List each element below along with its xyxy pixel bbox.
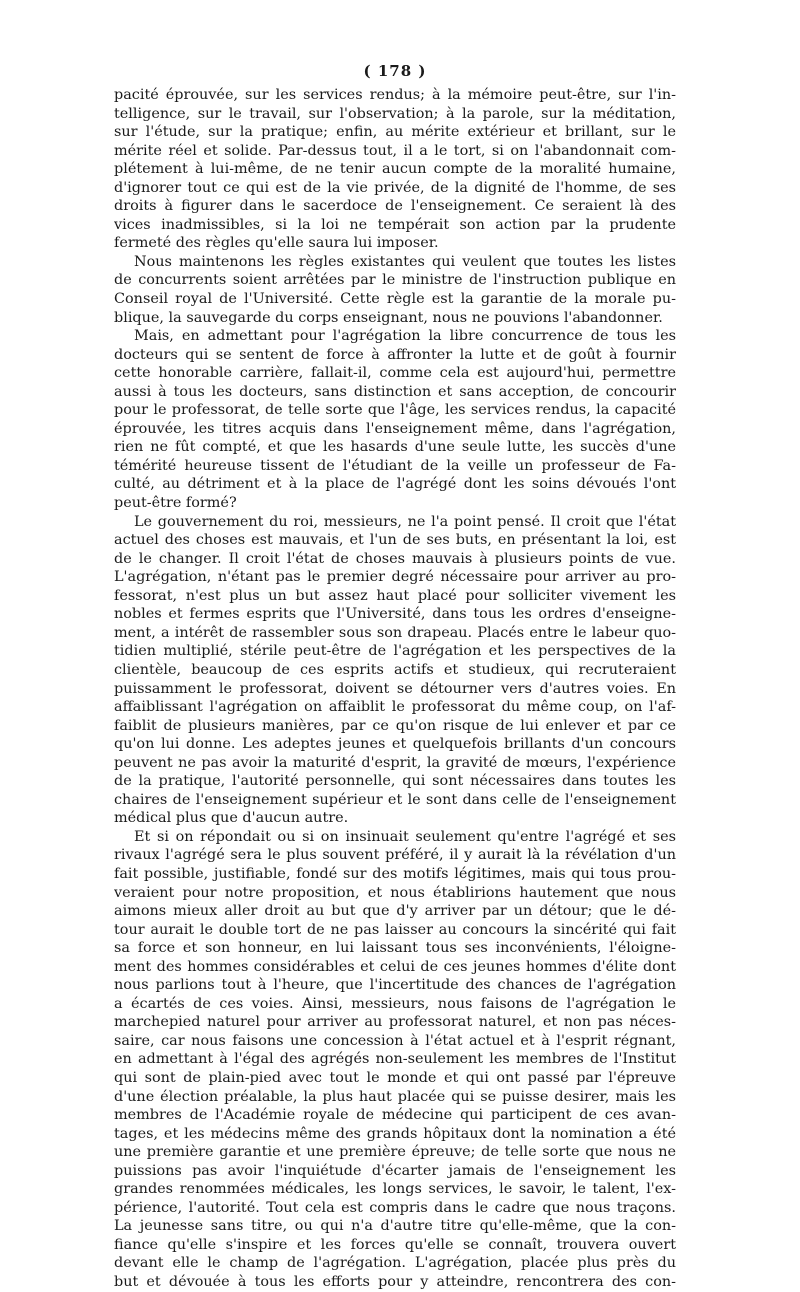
text-line: mérite réel et solide. Par-dessus tout, il a le tort, si on l'abandonnait com- xyxy=(114,142,676,159)
text-line: La jeunesse sans titre, ou qui n'a d'autre titre qu'elle-même, que la con- xyxy=(114,1218,676,1235)
text-line: périence, l'autorité. Tout cela est compris dans le cadre que nous traçons. xyxy=(114,1199,676,1216)
text-line: éprouvée, les titres acquis dans l'enseignement même, dans l'agrégation, xyxy=(114,420,676,437)
text-line: d'une élection préalable, la plus haut placée qui se puisse desirer, mais les xyxy=(114,1088,676,1105)
text-line: pacité éprouvée, sur les services rendus; à la mémoire peut-être, sur l'in- xyxy=(114,87,676,103)
text-line: sur l'étude, sur la pratique; enfin, au mérite extérieur et brillant, sur le xyxy=(114,124,676,141)
text-line: devant elle le champ de l'agrégation. L'agrégation, placée plus près du xyxy=(114,1255,676,1272)
text-line: de le changer. Il croit l'état de choses mauvais à plusieurs points de vue. xyxy=(114,550,676,567)
text-line: puissamment le professorat, doivent se détourner vers d'autres voies. En xyxy=(114,680,676,697)
text-line: affaiblissant l'agrégation on affaiblit le professorat du même coup, on l'af- xyxy=(114,699,676,716)
text-line: clientèle, beaucoup de ces esprits actifs et studieux, qui recruteraient xyxy=(114,661,676,678)
text-line: saire, car nous faisons une concession à l'état actuel et à l'esprit régnant, xyxy=(114,1032,676,1049)
text-line: témérité heureuse tissent de l'étudiant de la veille un professeur de Fa- xyxy=(114,457,676,474)
text-line: Et si on répondait ou si on insinuait seulement qu'entre l'agrégé et ses xyxy=(134,828,676,845)
text-line: membres de l'Académie royale de médecine qui participent de ces avan- xyxy=(114,1107,676,1124)
text-line: puissions pas avoir l'inquiétude d'écarter jamais de l'enseignement les xyxy=(114,1162,676,1179)
text-line: veraient pour notre proposition, et nous établirions hautement que nous xyxy=(114,884,676,901)
text-line: en admettant à l'égal des agrégés non-seulement les membres de l'Institut xyxy=(114,1051,676,1068)
body-text xyxy=(114,86,676,1292)
text-line: marchepied naturel pour arriver au professorat naturel, et non pas néces- xyxy=(114,1014,676,1031)
text-line: nobles et fermes esprits que l'Université, dans tous les ordres d'enseigne- xyxy=(114,606,676,623)
text-line: docteurs qui se sentent de force à affronter la lutte et de goût à fournir xyxy=(114,346,676,363)
text-line: tour aurait le double tort de ne pas laisser au concours la sincérité qui fait xyxy=(114,921,676,938)
text-line: d'ignorer tout ce qui est de la vie privée, de la dignité de l'homme, de ses xyxy=(114,179,676,196)
text-line: Nous maintenons les règles existantes qui veulent que toutes les listes xyxy=(134,253,676,270)
text-line: grandes renommées médicales, les longs services, le savoir, le talent, l'ex- xyxy=(114,1181,676,1198)
page-number: ( 178 ) xyxy=(363,62,427,80)
text-line: vices inadmissibles, si la loi ne tempérait son action par la prudente xyxy=(114,216,676,233)
text-line: une première garantie et une première épreuve; de telle sorte que nous ne xyxy=(114,1144,676,1161)
text-line: pour le professorat, de telle sorte que l'âge, les services rendus, la capacité xyxy=(114,402,676,419)
text-line: Conseil royal de l'Université. Cette règle est la garantie de la morale pu- xyxy=(114,291,676,308)
text-line: aussi à tous les docteurs, sans distinction et sans acception, de concourir xyxy=(114,383,676,400)
document-page xyxy=(114,58,676,1292)
text-line: fermeté des règles qu'elle saura lui imposer. xyxy=(114,235,439,252)
text-line: aimons mieux aller droit au but que d'y arriver par un détour; que le dé- xyxy=(114,903,676,920)
text-line: tidien multiplié, stérile peut-être de l'agrégation et les perspectives de la xyxy=(114,643,676,660)
text-line: sa force et son honneur, en lui laissant tous ses inconvénients, l'éloigne- xyxy=(114,940,676,957)
text-line: telligence, sur le travail, sur l'observation; à la parole, sur la méditation, xyxy=(114,105,676,122)
text-line: actuel des choses est mauvais, et l'un de ses buts, en présentant la loi, est xyxy=(114,532,676,549)
text-line: but et dévouée à tous les efforts pour y atteindre, rencontrera des con- xyxy=(114,1274,676,1290)
text-line: Le gouvernement du roi, messieurs, ne l'a point pensé. Il croit que l'état xyxy=(134,513,676,530)
text-line: fiance qu'elle s'inspire et les forces qu'elle se connaît, trouvera ouvert xyxy=(114,1236,676,1253)
text-line: fessorat, n'est plus un but assez haut placé pour solliciter vivement les xyxy=(114,587,676,604)
text-line: droits à figurer dans le sacerdoce de l'enseignement. Ce seraient là des xyxy=(114,198,676,215)
text-line: peuvent ne pas avoir la maturité d'esprit, la gravité de mœurs, l'expérience xyxy=(114,754,676,771)
text-line: de concurrents soient arrêtées par le ministre de l'instruction publique en xyxy=(114,272,676,289)
text-line: qui sont de plain-pied avec tout le monde et qui ont passé par l'épreuve xyxy=(114,1069,676,1086)
text-line: tages, et les médecins même des grands hôpitaux dont la nomination a été xyxy=(114,1125,676,1142)
text-line: rivaux l'agrégé sera le plus souvent préféré, il y aurait là la révélation d'un xyxy=(114,847,676,864)
text-line: rien ne fût compté, et que les hasards d'une seule lutte, les succès d'une xyxy=(114,439,676,456)
text-line: plétement à lui-même, de ne tenir aucun compte de la moralité humaine, xyxy=(114,161,676,178)
text-line: qu'on lui donne. Les adeptes jeunes et quelquefois brillants d'un concours xyxy=(114,736,676,753)
text-line: peut-être formé? xyxy=(114,495,237,512)
text-line: nous parlions tout à l'heure, que l'incertitude des chances de l'agrégation xyxy=(114,977,676,994)
text-line: a écartés de ces voies. Ainsi, messieurs, nous faisons de l'agrégation le xyxy=(114,995,676,1012)
text-line: faiblit de plusieurs manières, par ce qu'on risque de lui enlever et par ce xyxy=(114,717,676,734)
text-line: blique, la sauvegarde du corps enseignant, nous ne pouvions l'abandonner. xyxy=(114,309,663,326)
text-line: cette honorable carrière, fallait-il, comme cela est aujourd'hui, permettre xyxy=(114,365,676,382)
text-line: ment, a intérêt de rassembler sous son drapeau. Placés entre le labeur quo- xyxy=(114,624,676,641)
text-line: chaires de l'enseignement supérieur et le sont dans celle de l'enseignement xyxy=(114,791,676,808)
text-line: fait possible, justifiable, fondé sur des motifs légitimes, mais qui tous prou- xyxy=(114,865,676,882)
text-line: L'agrégation, n'étant pas le premier degré nécessaire pour arriver au pro- xyxy=(114,569,676,586)
text-line: culté, au détriment et à la place de l'agrégé dont les soins dévoués l'ont xyxy=(114,476,676,493)
text-line: médical plus que d'aucun autre. xyxy=(114,810,349,827)
text-line: Mais, en admettant pour l'agrégation la libre concurrence de tous les xyxy=(134,328,676,345)
text-line: ment des hommes considérables et celui de ces jeunes hommes d'élite dont xyxy=(114,958,676,975)
text-line: de la pratique, l'autorité personnelle, qui sont nécessaires dans toutes les xyxy=(114,773,676,790)
